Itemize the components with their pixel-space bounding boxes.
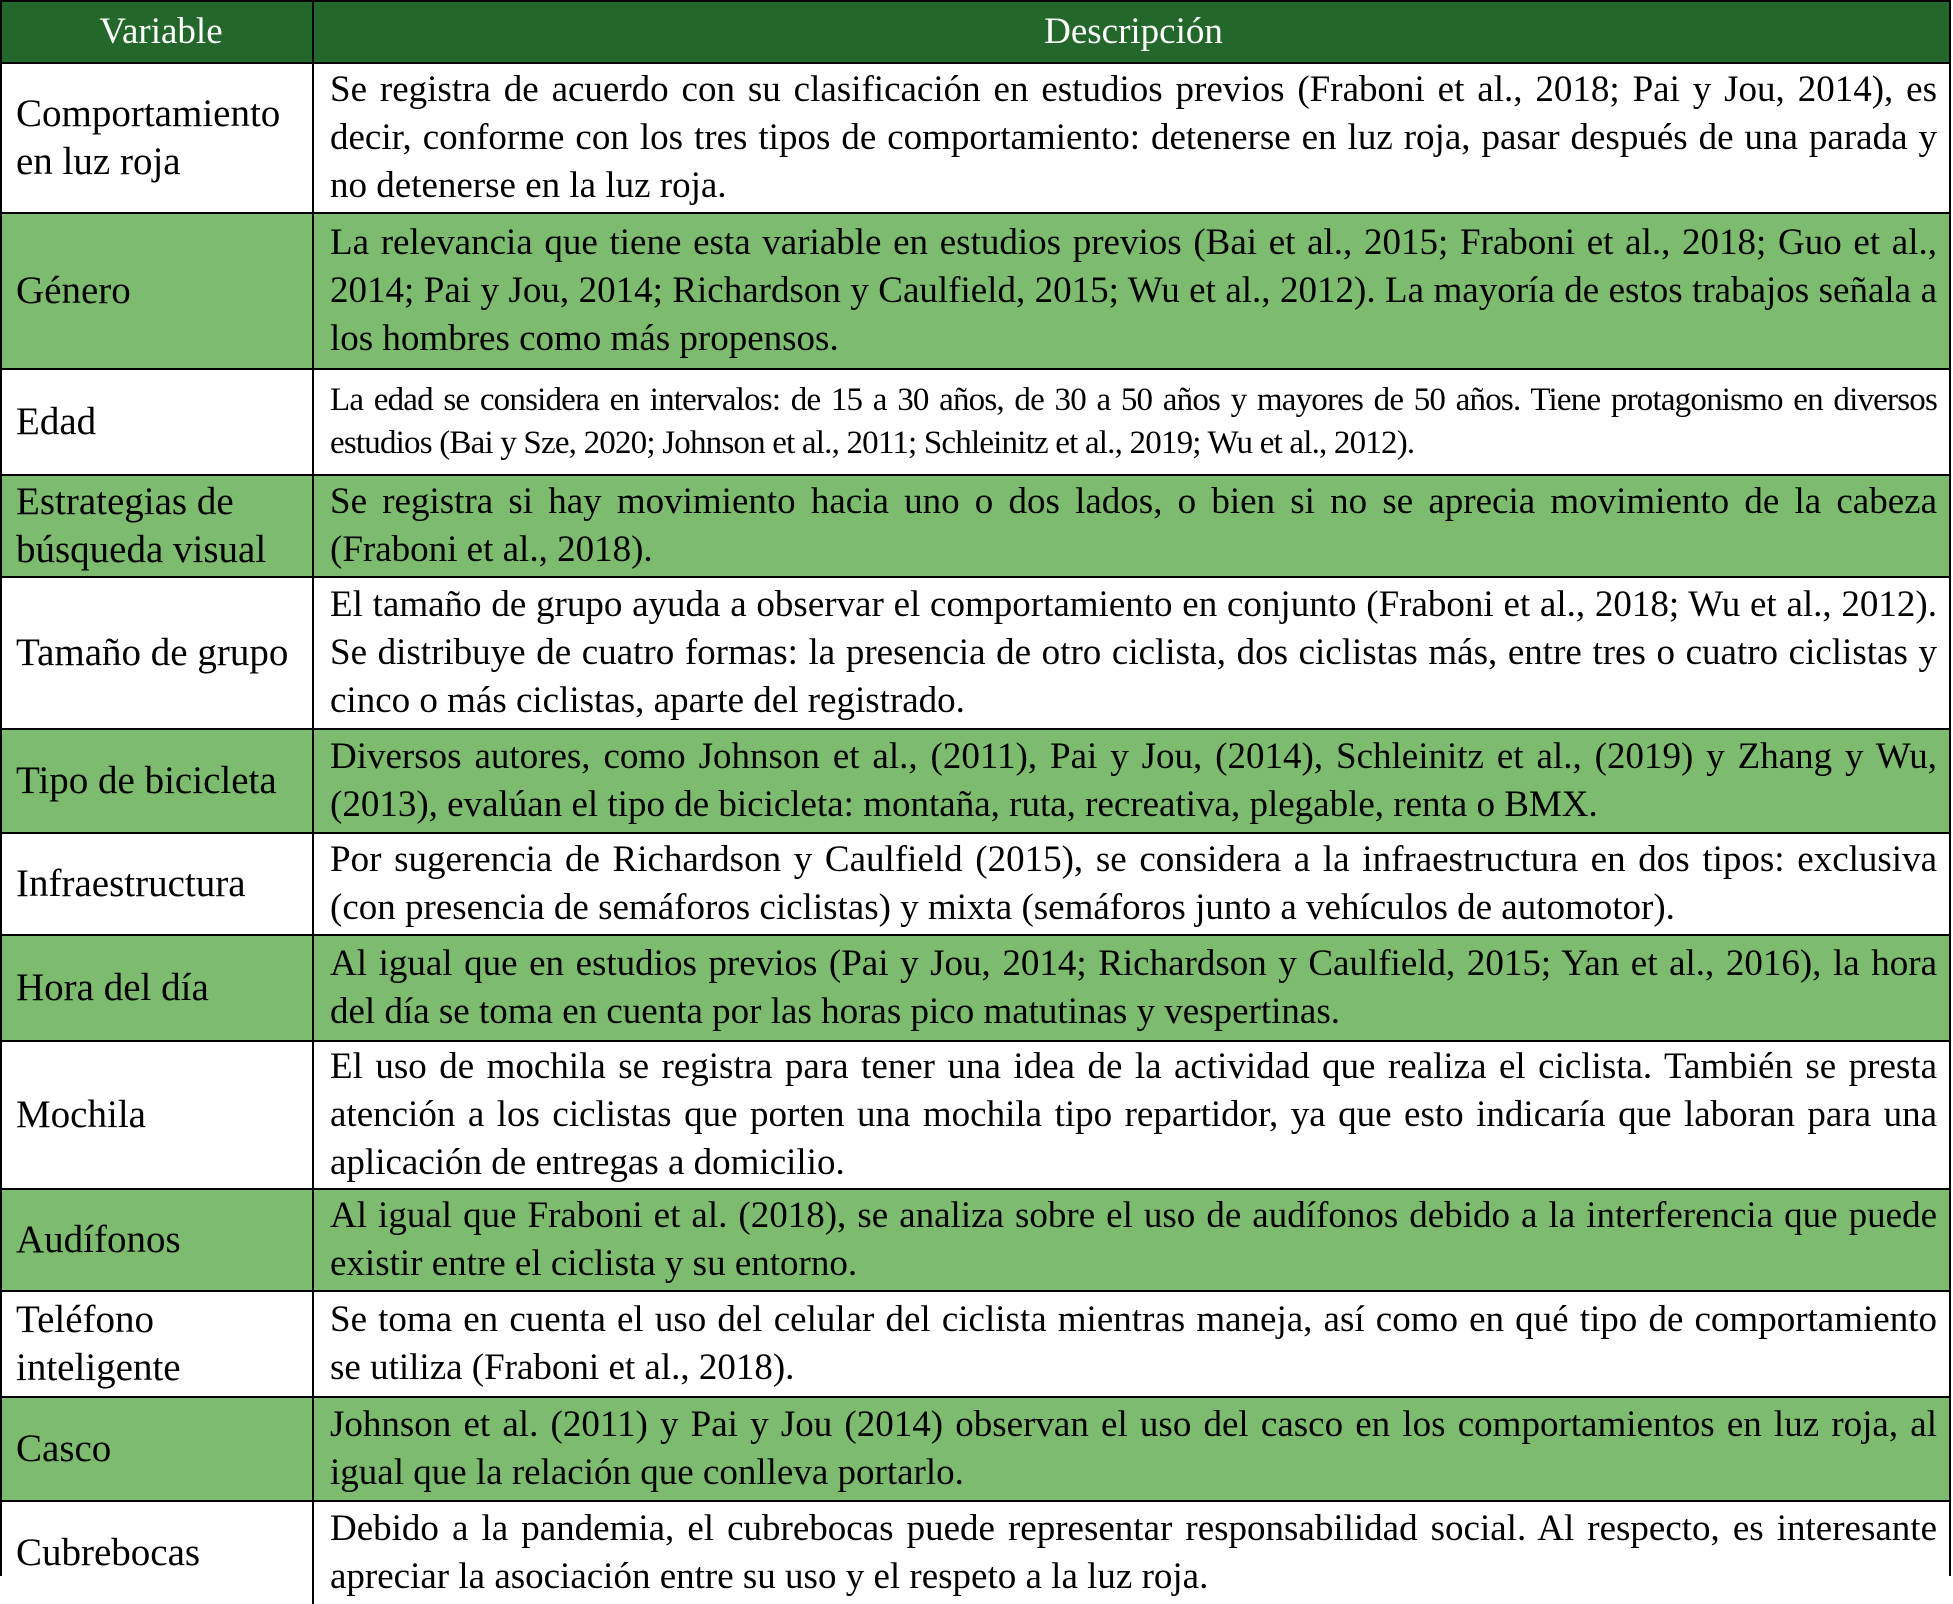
header-variable: Variable: [2, 2, 314, 62]
variable-cell: Infraestructura: [2, 834, 314, 934]
description-cell: Debido a la pandemia, el cubrebocas puede representar responsabilidad social. Al respecto, es interesante apreciar la asociación entre su uso y el respeto a la luz roja.: [330, 1508, 1937, 1597]
table-row: [2, 936, 1949, 1042]
description-cell: La relevancia que tiene esta variable en estudios previos (Bai et al., 2015; Fraboni et al., 2018; Guo et al., 2014; Pai y Jou, 2014; Richardson y Caulfield, 2015; Wu et al., 2012). La mayoría de estos trabajos señala a los hombres como más propensos.: [330, 222, 1937, 359]
table-row: [2, 1042, 1949, 1190]
table-row: [2, 1398, 1949, 1502]
variable-cell: Teléfono inteligente: [2, 1292, 314, 1396]
variable-cell: Hora del día: [2, 936, 314, 1040]
description-cell: El uso de mochila se registra para tener una idea de la actividad que realiza el ciclista. También se presta atención a los ciclistas que porten una mochila tipo repartidor, ya que esto indicaría que laboran para una aplicación de entregas a domicilio.: [330, 1046, 1937, 1183]
variable-cell: Estrategias de búsqueda visual: [2, 476, 314, 576]
variable-cell: Comportamiento en luz roja: [2, 64, 314, 212]
description-cell: La edad se considera en intervalos: de 15 a 30 años, de 30 a 50 años y mayores de 50 años. Tiene protagonismo en diversos estudios (Bai y Sze, 2020; Johnson et al., 2011; Schleinitz et al., 2019; Wu et al., 2012).: [330, 382, 1937, 461]
description-cell: El tamaño de grupo ayuda a observar el comportamiento en conjunto (Fraboni et al., 2018; Wu et al., 2012). Se distribuye de cuatro formas: la presencia de otro ciclista, dos ciclistas más, entre tres o cuatro ciclistas y cinco o más ciclistas, aparte del registrado.: [330, 584, 1937, 721]
variable-cell: Cubrebocas: [2, 1502, 314, 1604]
table-row: [2, 578, 1949, 730]
table-row: [2, 370, 1949, 476]
table-row: [2, 1190, 1949, 1292]
description-cell: Se registra de acuerdo con su clasificación en estudios previos (Fraboni et al., 2018; Pai y Jou, 2014), es decir, conforme con los tres tipos de comportamiento: detenerse en luz roja, pasar después de una parada y no detenerse en la luz roja.: [330, 69, 1937, 206]
description-cell: Al igual que Fraboni et al. (2018), se analiza sobre el uso de audífonos debido a la interferencia que puede existir entre el ciclista y su entorno.: [330, 1195, 1937, 1284]
variable-cell: Género: [2, 214, 314, 368]
variable-cell: Audífonos: [2, 1190, 314, 1290]
variable-cell: Casco: [2, 1398, 314, 1500]
table-row: [2, 1292, 1949, 1398]
description-cell: Se registra si hay movimiento hacia uno o dos lados, o bien si no se aprecia movimiento de la cabeza (Fraboni et al., 2018).: [330, 481, 1937, 570]
variable-cell: Tipo de bicicleta: [2, 730, 314, 832]
description-cell: Por sugerencia de Richardson y Caulfield (2015), se considera a la infraestructura en dos tipos: exclusiva (con presencia de semáforos ciclistas) y mixta (semáforos junto a vehículos de automotor).: [330, 839, 1937, 928]
variable-cell: Mochila: [2, 1042, 314, 1188]
table-header: [2, 2, 1949, 64]
variable-cell: Tamaño de grupo: [2, 578, 314, 728]
description-cell: Diversos autores, como Johnson et al., (2011), Pai y Jou, (2014), Schleinitz et al., (2019) y Zhang y Wu, (2013), evalúan el tipo de bicicleta: montaña, ruta, recreativa, plegable, renta o BMX.: [330, 736, 1937, 825]
table-row: [2, 476, 1949, 578]
header-descripcion: Descripción: [1044, 11, 1223, 52]
description-cell: Al igual que en estudios previos (Pai y Jou, 2014; Richardson y Caulfield, 2015; Yan et al., 2016), la hora del día se toma en cuenta por las horas pico matutinas y vespertinas.: [330, 943, 1937, 1032]
table-row: [2, 834, 1949, 936]
table-row: [2, 214, 1949, 370]
description-cell: Se toma en cuenta el uso del celular del ciclista mientras maneja, así como en qué tipo de comportamiento se utiliza (Fraboni et al., 2018).: [330, 1299, 1937, 1388]
description-cell: Johnson et al. (2011) y Pai y Jou (2014) observan el uso del casco en los comportamientos en luz roja, al igual que la relación que conlleva portarlo.: [330, 1404, 1937, 1493]
table-row: [2, 730, 1949, 834]
table-row: [2, 1502, 1949, 1604]
table-row: [2, 64, 1949, 214]
variable-cell: Edad: [2, 370, 314, 474]
